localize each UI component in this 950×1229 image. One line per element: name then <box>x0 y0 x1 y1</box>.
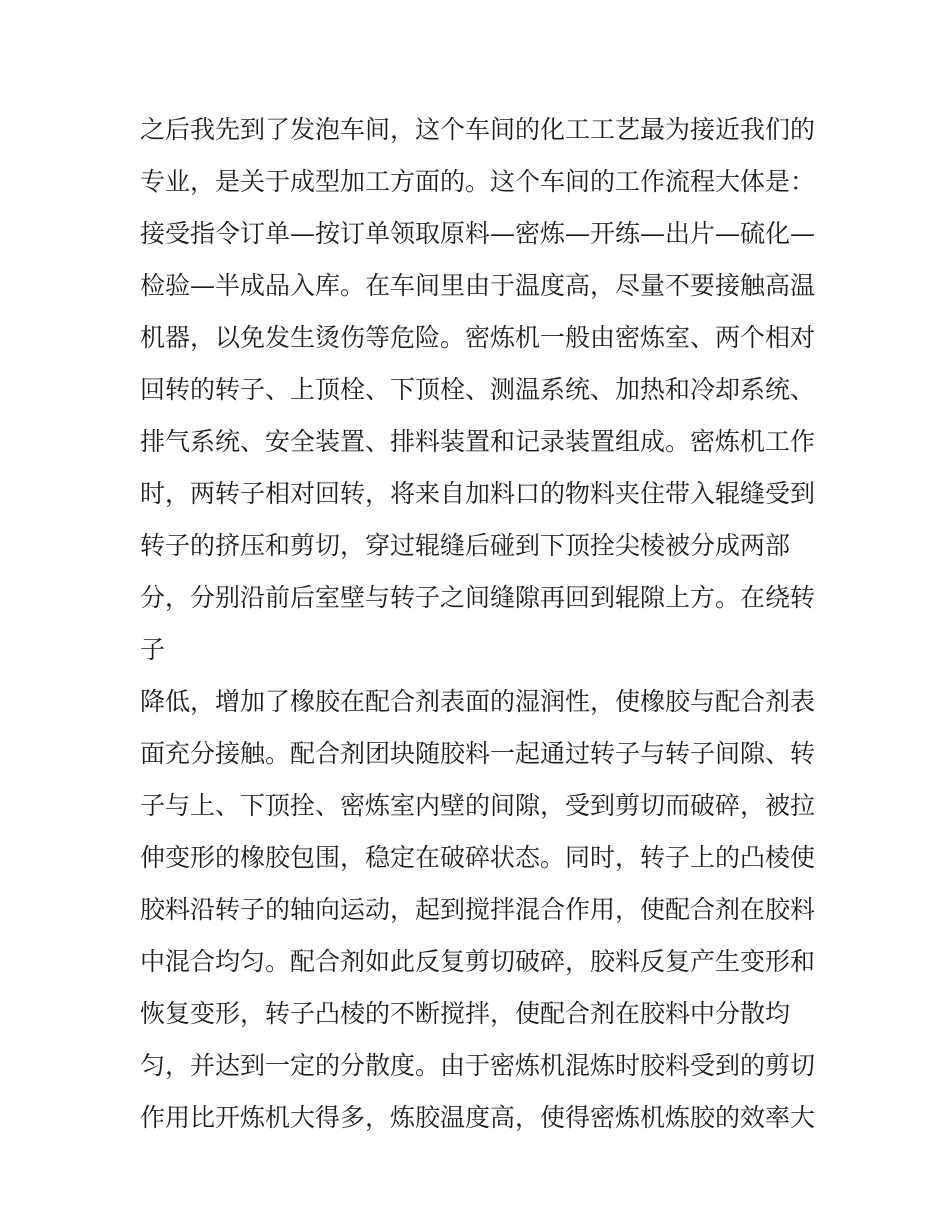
text-line: 面充分接触。配合剂团块随胶料一起通过转子与转子间隙、转 <box>140 739 816 768</box>
text-line: 恢复变形，转子凸棱的不断搅拌，使配合剂在胶料中分散均 <box>140 999 791 1028</box>
text-line: 降低，增加了橡胶在配合剂表面的湿润性，使橡胶与配合剂表 <box>140 687 816 716</box>
text-line: 排气系统、安全装置、排料装置和记录装置组成。密炼机工作 <box>140 427 816 456</box>
text-line: 专业，是关于成型加工方面的。这个车间的工作流程大体是： <box>140 167 816 196</box>
text-line: 中混合均匀。配合剂如此反复剪切破碎，胶料反复产生变形和 <box>140 947 816 976</box>
text-line: 伸变形的橡胶包围，稳定在破碎状态。同时，转子上的凸棱使 <box>140 843 816 872</box>
text-line: 作用比开炼机大得多，炼胶温度高，使得密炼机炼胶的效率大 <box>140 1103 816 1132</box>
text-line: 时，两转子相对回转，将来自加料口的物料夹住带入辊缝受到 <box>140 479 816 508</box>
body-text <box>140 104 820 1144</box>
text-line: 机器，以免发生烫伤等危险。密炼机一般由密炼室、两个相对 <box>140 323 816 352</box>
text-line: 子与上、下顶拴、密炼室内壁的间隙，受到剪切而破碎，被拉 <box>140 791 816 820</box>
text-line: 胶料沿转子的轴向运动，起到搅拌混合作用，使配合剂在胶料 <box>140 895 816 924</box>
text-line: 匀，并达到一定的分散度。由于密炼机混炼时胶料受到的剪切 <box>140 1051 816 1080</box>
text-line: 检验—半成品入库。在车间里由于温度高，尽量不要接触高温 <box>140 271 816 300</box>
text-line: 回转的转子、上顶栓、下顶栓、测温系统、加热和冷却系统、 <box>140 375 816 404</box>
text-line: 之后我先到了发泡车间，这个车间的化工工艺最为接近我们的 <box>140 115 816 144</box>
text-line: 接受指令订单—按订单领取原料—密炼—开练—出片—硫化— <box>140 219 816 248</box>
text-line: 分，分别沿前后室壁与转子之间缝隙再回到辊隙上方。在绕转 <box>140 583 816 612</box>
text-line: 转子的挤压和剪切，穿过辊缝后碰到下顶拴尖棱被分成两部 <box>140 531 791 560</box>
text-line: 子 <box>140 635 166 664</box>
